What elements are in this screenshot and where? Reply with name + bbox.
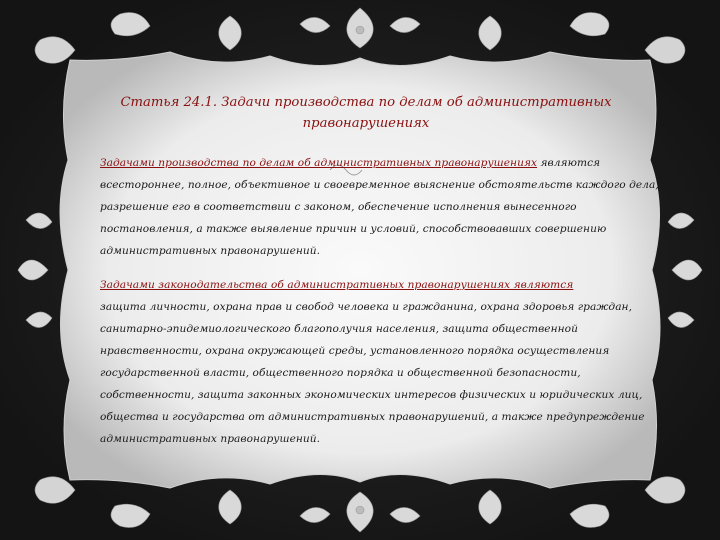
para2-line: санитарно-эпидемиологического благополучия населения, защита общественной <box>100 323 578 335</box>
title-line-1: Статья 24.1. Задачи производства по делам об административных <box>120 95 612 110</box>
bottom-ornaments <box>111 490 609 532</box>
para2-line: государственной власти, общественного порядка и общественной безопасности, <box>100 367 581 379</box>
para2-line: защита личности, охрана прав и свобод человека и гражданина, охрана здоровья граждан, <box>100 301 633 313</box>
para2-line: общества и государства от административных правонарушений, а также предупреждение <box>100 411 645 423</box>
para1-line: всестороннее, полное, объективное и своевременное выяснение обстоятельств каждого дела, <box>100 179 659 191</box>
para2-lead: Задачами законодательства об административных правонарушениях являются <box>100 279 574 291</box>
slide-title <box>100 92 632 134</box>
para1-line: постановления, а также выявление причин и условий, способствовавших совершению <box>100 223 607 235</box>
top-ornaments <box>111 8 609 50</box>
para1-lead-rest: являются <box>537 157 601 169</box>
para2-line: собственности, защита законных экономических интересов физических и юридических лиц, <box>100 389 643 401</box>
para1-lead: Задачами производства по делам об административных правонарушениях <box>100 157 538 169</box>
para1-line: разрешение его в соответствии с законом, обеспечение исполнения вынесенного <box>100 201 577 213</box>
para2-line: административных правонарушений. <box>100 433 321 445</box>
paragraph-2 <box>100 274 645 450</box>
title-line-2: правонарушениях <box>302 116 430 131</box>
para1-line: административных правонарушений. <box>100 245 321 257</box>
slide-content <box>100 92 659 462</box>
paragraph-1 <box>100 152 659 262</box>
para1-line-1 <box>100 152 632 174</box>
para2-line: нравственности, охрана окружающей среды, установленного порядка осуществления <box>100 345 610 357</box>
